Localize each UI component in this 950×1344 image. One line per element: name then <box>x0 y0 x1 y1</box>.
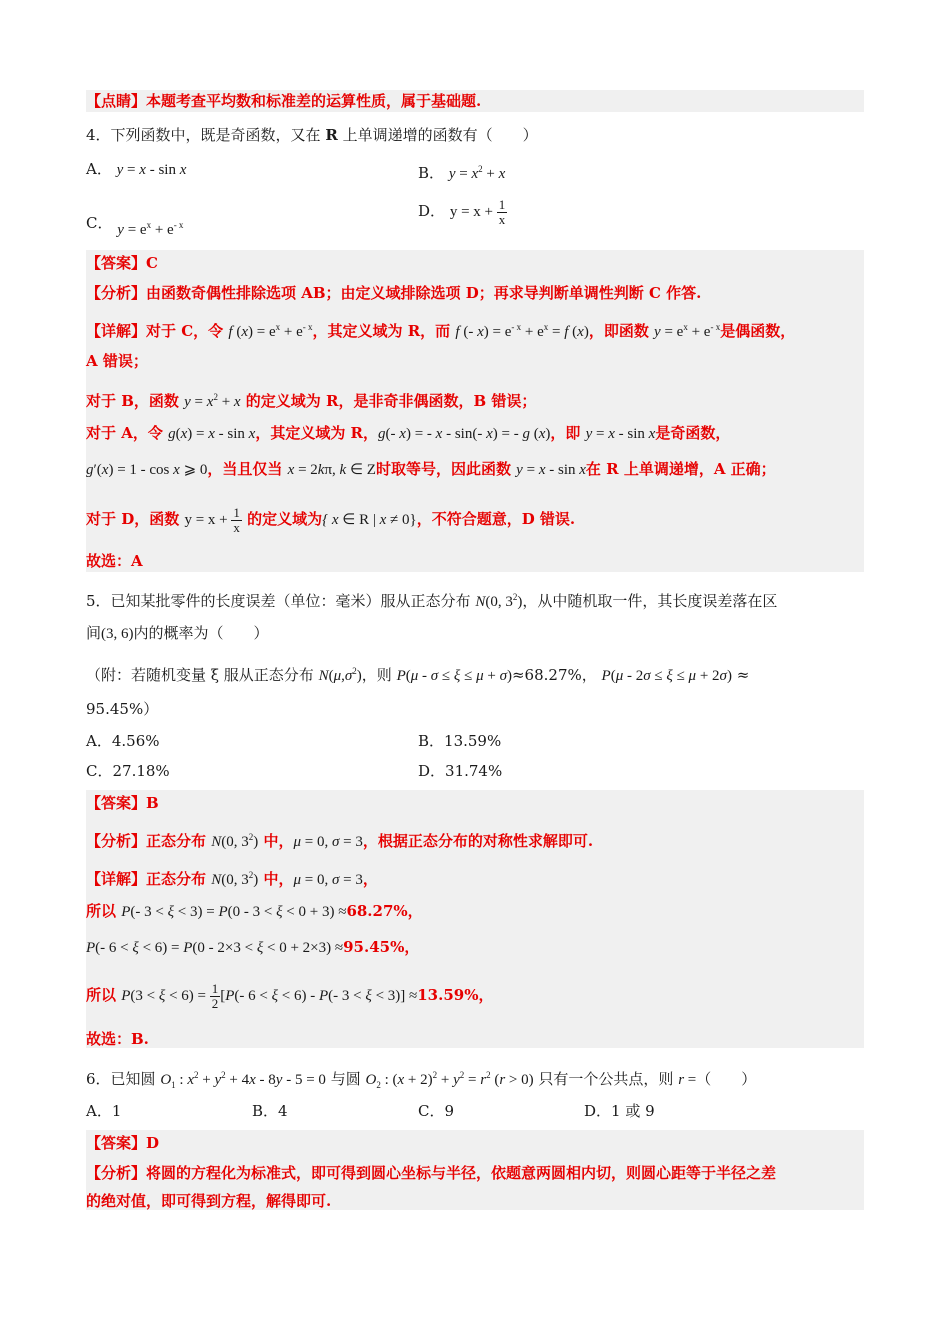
q4-detail-b: 对于 B，函数 $y = x^2 + x$ 的定义域为 R，是非奇非偶函数，B 错误； <box>86 392 537 410</box>
q5-stem-line2: 间(3, 6)内的概率为（ ） <box>86 624 269 642</box>
q5-detail: 【详解】正态分布 N(0, $3^2$) 中，μ = 0, σ = 3， <box>86 870 378 888</box>
q4-stem: 4．下列函数中，既是奇函数，又在 R 上单调递增的函数有（ ） <box>86 126 538 144</box>
q5-option-a: A．4.56% <box>86 732 160 750</box>
q6-stem: 6．已知圆 $O_1$ : $x^2 + y^2 + 4x - 8y - 5 = 0$ 与圆 $O_2$ : $(x + 2)^2 + y^2 = r^2$ (r > 0) 只有一个公共点，则 r =（ ） <box>86 1070 757 1090</box>
q5-analysis: 【分析】正态分布 N(0, $3^2$) 中，μ = 0, σ = 3，根据正态分布的对称性求解即可. <box>86 832 594 850</box>
q6-analysis-line2: 的绝对值，即可得到方程，解得即可. <box>86 1192 332 1210</box>
q6-option-b: B．4 <box>252 1102 288 1120</box>
q4-option-d: D． y = x + $\frac{1}{x}$ <box>418 197 506 227</box>
q5-note-line2: 95.45%） <box>86 700 159 718</box>
q5-answer: 【答案】B <box>86 794 159 812</box>
q4-answer: 【答案】C <box>86 254 158 272</box>
q5-option-c: C．27.18% <box>86 762 170 780</box>
q4-choose: 故选：A <box>86 552 143 570</box>
q5-option-d: D．31.74% <box>418 762 503 780</box>
q5-choose: 故选：B. <box>86 1030 149 1048</box>
q6-answer: 【答案】D <box>86 1134 160 1152</box>
q6-analysis-line1: 【分析】将圆的方程化为标准式，即可得到圆心坐标与半径，依题意两圆相内切，则圆心距等于半径之差 <box>86 1164 777 1182</box>
q6-option-c: C．9 <box>418 1102 455 1120</box>
q4-detail-a: 对于 A，令 g(x) = x - sin x，其定义域为 R，g(- x) = - x - sin(- x) = - g (x)，即 y = x - sin x是奇函数， <box>86 424 731 442</box>
q4-detail-a-derivative: g′(x) = 1 - cos x ⩾ 0，当且仅当 x = 2kπ, k ∈ Z时取等号，因此函数 y = x - sin x在 R 上单调递增，A 正确； <box>86 460 776 478</box>
q5-detail-step1: 所以 P(- 3 < ξ < 3) = P(0 - 3 < ξ < 0 + 3) ≈68.27%， <box>86 902 423 920</box>
q4-option-c: C． $y = e^x + e^{- x}$ <box>86 214 184 238</box>
q4-option-b: B． $y = x^2 + x$ <box>418 164 506 182</box>
q4-detail-a-wrong: A 错误； <box>86 352 148 370</box>
q4-detail-d: 对于 D，函数 y = x + $\frac{1}{x}$ 的定义域为{ x ∈ R | x ≠ 0}，不符合题意，D 错误. <box>86 505 576 535</box>
q6-option-d: D．1 或 9 <box>584 1102 655 1120</box>
q5-note-line1: （附：若随机变量 ξ 服从正态分布 $N(\mu,\sigma^2)$，则 P(μ - σ ≤ ξ ≤ μ + σ)≈68.27%， P(μ - 2σ ≤ ξ ≤ μ + 2σ) ≈ <box>86 666 750 684</box>
q6-option-a: A．1 <box>86 1102 122 1120</box>
q5-detail-step2: P(- 6 < ξ < 6) = P(0 - 2×3 < ξ < 0 + 2×3) ≈95.45%， <box>86 938 420 956</box>
q5-option-b: B．13.59% <box>418 732 502 750</box>
q5-stem-line1: 5．已知某批零件的长度误差（单位：毫米）服从正态分布 N(0, $3^2$)，从中随机取一件，其长度误差落在区 <box>86 592 778 610</box>
q4-option-a: A． y = x - sin x <box>86 160 187 178</box>
dianjing-text: 【点睛】本题考查平均数和标准差的运算性质，属于基础题. <box>86 92 482 110</box>
q4-analysis: 【分析】由函数奇偶性排除选项 AB；由定义域排除选项 D；再求导判断单调性判断 C 作答. <box>86 284 702 302</box>
q4-detail-c: 【详解】对于 C，令 f $(x) = e^x + e^{- x}$，其定义域为 R，而 f (- $x) = e^{- x} + e^x = f$ (x)，即函数 $y = e^x + e^{- x}$是偶函数， <box>86 322 796 340</box>
q5-detail-step3: 所以 P(3 < ξ < 6) = $\frac{1}{2}$ [P(- 6 < ξ < 6) - P(- 3 < ξ < 3)] ≈13.59%， <box>86 981 494 1011</box>
